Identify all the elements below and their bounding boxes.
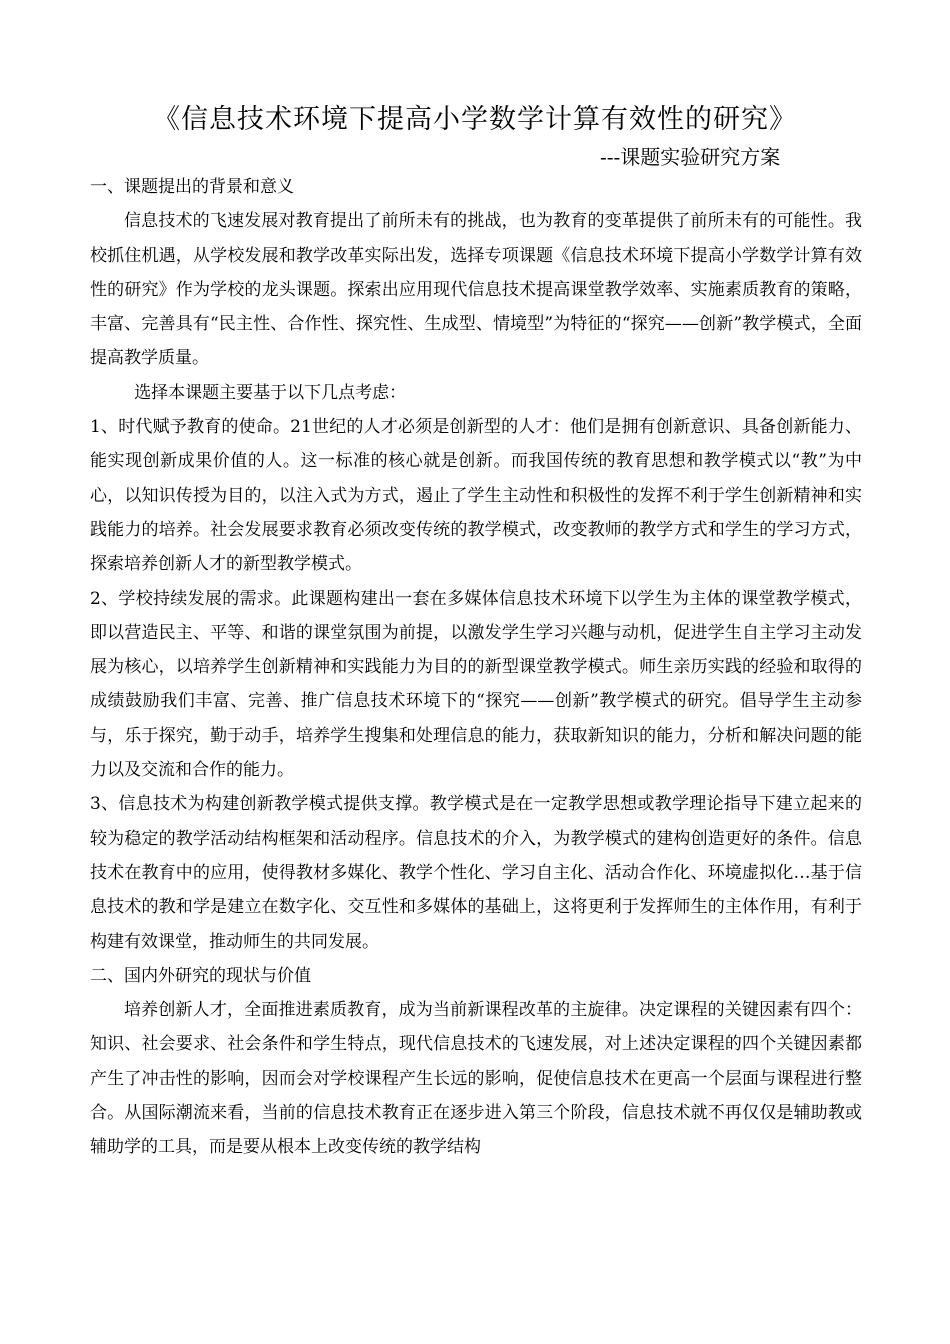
paragraph-background-intro: 信息技术的飞速发展对教育提出了前所未有的挑战，也为教育的变革提供了前所未有的可能性。我校抓住机遇，从学校发展和教学改革实际出发，选择专项课题《信息技术环境下提高小学数学计算有效性的研究》作为学校的龙头课题。探索出应用现代信息技术提高课堂教学效率、实施素质教育的策略，丰富、完善具有“民主性、合作性、探究性、生成型、情境型”为特征的“探究——创新”教学模式，全面提高教学质量。 — [90, 211, 862, 369]
paragraph-point-3: 3、信息技术为构建创新教学模式提供支撑。教学模式是在一定教学思想或教学理论指导下建立起来的较为稳定的教学活动结构框架和活动程序。信息技术的介入，为教学模式的建构创造更好的条件。信息技术在教育中的应用，使得教材多媒化、教学个性化、学习自主化、活动合作化、环境虚拟化…基于信息技术的教和学是建立在数字化、交互性和多媒体的基础上，这将更利于发挥师生的主体作用，有利于构建有效课堂，推动师生的共同发展。 — [90, 794, 862, 952]
document-subtitle: ---课题实验研究方案 — [600, 145, 781, 169]
document-title: 《信息技术环境下提高小学数学计算有效性的研究》 — [153, 104, 797, 135]
section-heading-research-status: 二、国内外研究的现状与价值 — [90, 965, 311, 986]
paragraph-point-2: 2、学校持续发展的需求。此课题构建出一套在多媒体信息技术环境下以学生为主体的课堂教学模式，即以营造民主、平等、和谐的课堂氛围为前提，以激发学生学习兴趣与动机，促进学生自主学习主动发展为核心，以培养学生创新精神和实践能力为目的的新型课堂教学模式。师生亲历实践的经验和取得的成绩鼓励我们丰富、完善、推广信息技术环境下的“探究——创新”教学模式的研究。倡导学生主动参与，乐于探究，勤于动手，培养学生搜集和处理信息的能力，获取新知识的能力，分析和解决问题的能力以及交流和合作的能力。 — [90, 588, 862, 781]
section-heading-background: 一、课题提出的背景和意义 — [90, 177, 294, 197]
paragraph-point-1: 1、时代赋予教育的使命。21世纪的人才必须是创新型的人才：他们是拥有创新意识、具备创新能力、能实现创新成果价值的人。这一标准的核心就是创新。而我国传统的教育思想和教学模式以“教”为中心，以知识传授为目的，以注入式为方式，遏止了学生主动性和积极性的发挥不利于学生创新精神和实践能力的培养。社会发展要求教育必须改变传统的教学模式，改变教师的教学方式和学生的学习方式，探索培养创新人才的新型教学模式。 — [90, 417, 862, 575]
paragraph-research-status: 培养创新人才，全面推进素质教育，成为当前新课程改革的主旋律。决定课程的关键因素有四个：知识、社会要求、社会条件和学生特点，现代信息技术的飞速发展，对上述决定课程的四个关键因素都产生了冲击性的影响，因而会对学校课程产生长远的影响，促使信息技术在更高一个层面与课程进行整合。从国际潮流来看，当前的信息技术教育正在逐步进入第三个阶段，信息技术就不再仅仅是辅助教或辅助学的工具，而是要从根本上改变传统的教学结构 — [90, 1000, 862, 1158]
document-body — [90, 170, 862, 1165]
paragraph-considerations-intro: 选择本课题主要基于以下几点考虑： — [134, 382, 407, 403]
